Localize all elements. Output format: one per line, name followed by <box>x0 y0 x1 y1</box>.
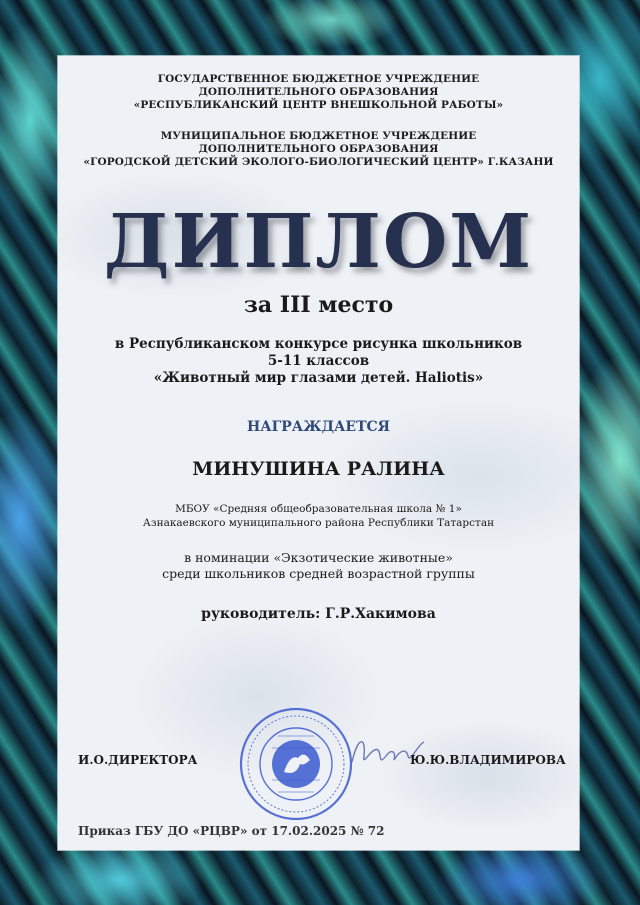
primary-organization <box>58 73 579 112</box>
place-heading: за III место <box>243 292 394 318</box>
org-line: МУНИЦИПАЛЬНОЕ БЮДЖЕТНОЕ УЧРЕЖДЕНИЕ <box>160 130 477 142</box>
org-line: «РЕСПУБЛИКАНСКИЙ ЦЕНТР ВНЕШКОЛЬНОЙ РАБОТЫ» <box>133 99 504 111</box>
contest-line: «Животный мир глазами детей. Haliotis» <box>153 370 484 386</box>
director-position: И.О.ДИРЕКТОРА <box>78 753 198 767</box>
org-line: ГОСУДАРСТВЕННОЕ БЮДЖЕТНОЕ УЧРЕЖДЕНИЕ <box>157 73 480 85</box>
contest-line: 5-11 классов <box>267 353 370 369</box>
school-line: Азнакаевского муниципального района Республики Татарстан <box>142 517 495 529</box>
org-line: ДОПОЛНИТЕЛЬНОГО ОБРАЗОВАНИЯ <box>198 86 439 98</box>
leader-line: руководитель: Г.Р.Хакимова <box>201 606 436 622</box>
official-seal-icon <box>238 706 354 822</box>
order-reference: Приказ ГБУ ДО «РЦВР» от 17.02.2025 № 72 <box>78 824 385 838</box>
director-name: Ю.Ю.ВЛАДИМИРОВА <box>410 753 566 767</box>
nomination-info <box>58 550 579 582</box>
school-info <box>58 502 579 530</box>
org-line: ДОПОЛНИТЕЛЬНОГО ОБРАЗОВАНИЯ <box>198 143 439 155</box>
signature-icon <box>348 726 428 776</box>
contest-line: в Республиканском конкурсе рисунка школьников <box>114 336 523 352</box>
recipient-name: МИНУШИНА РАЛИНА <box>192 458 445 480</box>
org-line: «ГОРОДСКОЙ ДЕТСКИЙ ЭКОЛОГО-БИОЛОГИЧЕСКИЙ ЦЕНТР» Г.КАЗАНИ <box>83 156 554 168</box>
awarded-label: НАГРАЖДАЕТСЯ <box>246 419 391 435</box>
nomination-line: в номинации «Экзотические животные» <box>184 550 453 565</box>
nomination-line: среди школьников средней возрастной группы <box>162 566 475 581</box>
secondary-organization <box>58 130 579 169</box>
school-line: МБОУ «Средняя общеобразовательная школа № 1» <box>175 503 462 515</box>
diploma-title: ДИПЛОМ <box>103 199 534 285</box>
diploma-paper <box>58 56 579 850</box>
contest-description <box>58 336 579 387</box>
